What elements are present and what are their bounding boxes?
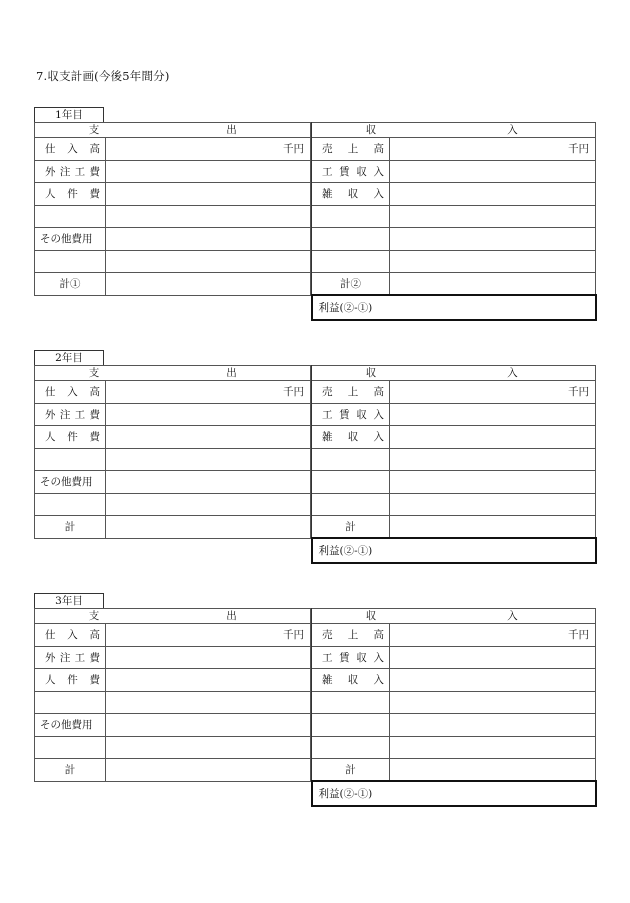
table-row — [35, 205, 596, 228]
spaced-label: 売 上 高 — [322, 629, 384, 642]
blank-amount-field[interactable] — [106, 493, 311, 516]
sales-label — [312, 138, 390, 161]
profit-row — [35, 781, 596, 806]
table-row — [35, 426, 596, 449]
sales-label — [312, 624, 390, 647]
blank-label-field[interactable] — [35, 493, 106, 516]
blank-amount-field[interactable] — [390, 448, 596, 471]
spaced-label: 雑 収 入 — [322, 188, 384, 201]
blank-label-field[interactable] — [35, 250, 106, 273]
processing-income-amount-field[interactable] — [390, 160, 596, 183]
table-row — [35, 183, 596, 206]
misc-income-label — [312, 669, 390, 692]
table-header-row — [35, 609, 596, 624]
blank-label-field[interactable] — [312, 471, 390, 494]
year-tab: 2年目 — [34, 350, 104, 365]
table-row — [35, 759, 596, 782]
table-row — [35, 381, 596, 404]
profit-row — [35, 295, 596, 320]
expense-total-label: 計① — [35, 273, 106, 296]
expense-total-field[interactable] — [106, 516, 311, 539]
processing-income-label — [312, 403, 390, 426]
blank-label-field[interactable] — [312, 493, 390, 516]
other-expenses-amount-field[interactable] — [106, 228, 311, 251]
income-header: 収 入 — [312, 366, 596, 381]
processing-income-label — [312, 160, 390, 183]
expense-header: 支 出 — [35, 366, 311, 381]
blank-amount-field[interactable] — [106, 250, 311, 273]
misc-income-label — [312, 183, 390, 206]
blank-amount-field[interactable] — [106, 205, 311, 228]
table-row — [35, 448, 596, 471]
income-total-field[interactable] — [390, 516, 596, 539]
blank-amount-field[interactable] — [390, 205, 596, 228]
income-total-field[interactable] — [390, 273, 596, 296]
table-row — [35, 471, 596, 494]
purchases-label — [35, 138, 106, 161]
expense-total-label: 計 — [35, 516, 106, 539]
page-title: 7.収支計画(今後5年間分) — [36, 69, 170, 83]
outsourcing-amount-field[interactable] — [106, 160, 311, 183]
profit-field[interactable]: 利益(②-①) — [312, 538, 596, 563]
misc-income-amount-field[interactable] — [390, 183, 596, 206]
income-header: 収 入 — [312, 123, 596, 138]
table-row — [35, 736, 596, 759]
budget-table — [34, 122, 597, 321]
expense-total-field[interactable] — [106, 759, 311, 782]
spaced-label: 人 件 費 — [45, 431, 100, 444]
other-expenses-amount-field[interactable] — [106, 714, 311, 737]
other-expenses-label: その他費用 — [35, 228, 106, 251]
other-expenses-label: その他費用 — [35, 714, 106, 737]
profit-field[interactable]: 利益(②-①) — [312, 295, 596, 320]
table-row — [35, 403, 596, 426]
blank-amount-field[interactable] — [106, 448, 311, 471]
spaced-label: 雑 収 入 — [322, 674, 384, 687]
spaced-label: 売 上 高 — [322, 143, 384, 156]
year-tab: 1年目 — [34, 107, 104, 122]
blank-amount-field[interactable] — [390, 736, 596, 759]
blank-label-field[interactable] — [35, 205, 106, 228]
profit-field[interactable]: 利益(②-①) — [312, 781, 596, 806]
personnel-amount-field[interactable] — [106, 426, 311, 449]
table-row — [35, 250, 596, 273]
table-row — [35, 228, 596, 251]
spaced-label: 人 件 費 — [45, 188, 100, 201]
purchases-label — [35, 381, 106, 404]
income-total-label: 計 — [312, 759, 390, 782]
table-row — [35, 691, 596, 714]
personnel-label — [35, 426, 106, 449]
expense-total-field[interactable] — [106, 273, 311, 296]
blank-label-field[interactable] — [312, 250, 390, 273]
purchases-amount-field[interactable]: 千円 — [106, 624, 311, 647]
table-row — [35, 516, 596, 539]
outsourcing-label — [35, 160, 106, 183]
blank-label-field[interactable] — [35, 691, 106, 714]
table-row — [35, 714, 596, 737]
table-row — [35, 160, 596, 183]
blank-amount-field[interactable] — [390, 250, 596, 273]
income-total-label: 計 — [312, 516, 390, 539]
expense-header: 支 出 — [35, 123, 311, 138]
blank-label-field[interactable] — [312, 736, 390, 759]
blank-label-field[interactable] — [312, 714, 390, 737]
purchases-label — [35, 624, 106, 647]
spaced-label: 工 賃 収 入 — [322, 651, 384, 664]
sales-amount-field[interactable]: 千円 — [390, 381, 596, 404]
table-row — [35, 138, 596, 161]
year-tab: 3年目 — [34, 593, 104, 608]
spaced-label: 工 賃 収 入 — [322, 408, 384, 421]
other-expenses-amount-field[interactable] — [106, 471, 311, 494]
outsourcing-label — [35, 403, 106, 426]
table-header-row — [35, 366, 596, 381]
profit-row — [35, 538, 596, 563]
spaced-label: 工 賃 収 入 — [322, 165, 384, 178]
misc-income-label — [312, 426, 390, 449]
personnel-amount-field[interactable] — [106, 183, 311, 206]
personnel-label — [35, 669, 106, 692]
budget-table — [34, 608, 597, 807]
sales-amount-field[interactable]: 千円 — [390, 138, 596, 161]
blank-label-field[interactable] — [35, 448, 106, 471]
table-row — [35, 646, 596, 669]
blank-label-field[interactable] — [312, 205, 390, 228]
processing-income-label — [312, 646, 390, 669]
blank-amount-field[interactable] — [390, 471, 596, 494]
misc-income-amount-field[interactable] — [390, 426, 596, 449]
blank-amount-field[interactable] — [390, 714, 596, 737]
table-row — [35, 669, 596, 692]
blank-label-field[interactable] — [35, 736, 106, 759]
spaced-label: 外 注 工 費 — [45, 651, 100, 664]
blank-label-field[interactable] — [312, 228, 390, 251]
blank-amount-field[interactable] — [390, 493, 596, 516]
blank-amount-field[interactable] — [106, 691, 311, 714]
blank-amount-field[interactable] — [390, 228, 596, 251]
processing-income-amount-field[interactable] — [390, 403, 596, 426]
blank-amount-field[interactable] — [106, 736, 311, 759]
table-row — [35, 624, 596, 647]
purchases-amount-field[interactable]: 千円 — [106, 138, 311, 161]
personnel-amount-field[interactable] — [106, 669, 311, 692]
sales-label — [312, 381, 390, 404]
spaced-label: 仕 入 高 — [45, 629, 100, 642]
spaced-label: 外 注 工 費 — [45, 408, 100, 421]
budget-table — [34, 365, 597, 564]
table-row — [35, 273, 596, 296]
outsourcing-amount-field[interactable] — [106, 403, 311, 426]
expense-total-label: 計 — [35, 759, 106, 782]
blank-label-field[interactable] — [312, 448, 390, 471]
outsourcing-amount-field[interactable] — [106, 646, 311, 669]
spaced-label: 雑 収 入 — [322, 431, 384, 444]
table-row — [35, 493, 596, 516]
personnel-label — [35, 183, 106, 206]
income-header: 収 入 — [312, 609, 596, 624]
other-expenses-label: その他費用 — [35, 471, 106, 494]
blank-label-field[interactable] — [312, 691, 390, 714]
spaced-label: 仕 入 高 — [45, 386, 100, 399]
processing-income-amount-field[interactable] — [390, 646, 596, 669]
outsourcing-label — [35, 646, 106, 669]
income-total-label: 計② — [312, 273, 390, 296]
blank-amount-field[interactable] — [390, 691, 596, 714]
spaced-label: 人 件 費 — [45, 674, 100, 687]
misc-income-amount-field[interactable] — [390, 669, 596, 692]
spaced-label: 仕 入 高 — [45, 143, 100, 156]
spaced-label: 売 上 高 — [322, 386, 384, 399]
sales-amount-field[interactable]: 千円 — [390, 624, 596, 647]
income-total-field[interactable] — [390, 759, 596, 782]
expense-header: 支 出 — [35, 609, 311, 624]
spaced-label: 外 注 工 費 — [45, 165, 100, 178]
table-header-row — [35, 123, 596, 138]
purchases-amount-field[interactable]: 千円 — [106, 381, 311, 404]
